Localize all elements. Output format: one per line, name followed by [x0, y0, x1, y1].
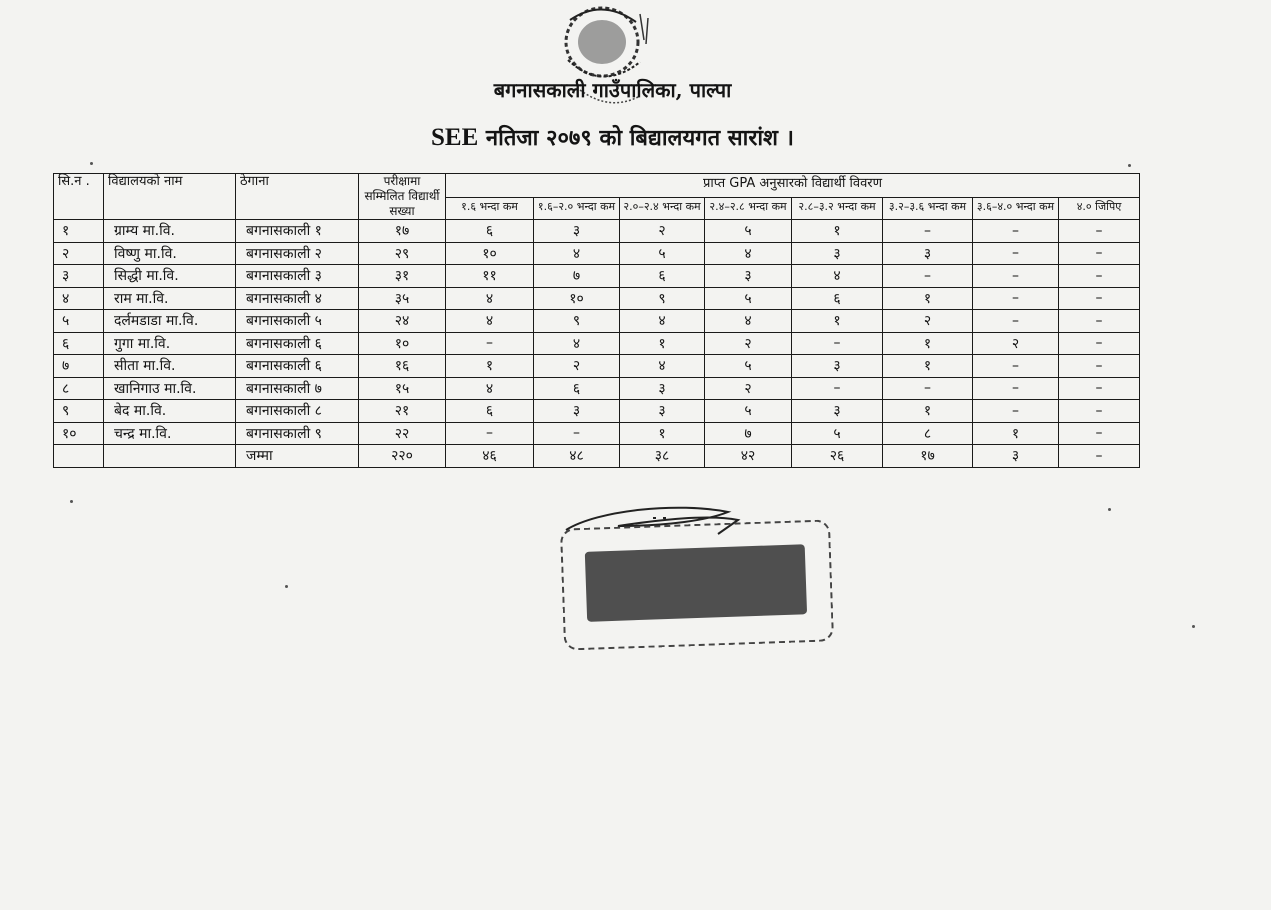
- gpa-count-cell: ६: [620, 265, 705, 288]
- empty-cell: [104, 445, 236, 468]
- serial-number-cell: ६: [54, 332, 104, 355]
- gpa-total-cell: ३: [973, 445, 1059, 468]
- gpa-count-cell: –: [1059, 310, 1140, 333]
- gpa-count-cell: –: [973, 355, 1059, 378]
- serial-number-cell: ५: [54, 310, 104, 333]
- school-name-cell: सीता मा.वि.: [104, 355, 236, 378]
- total-students-cell: १७: [359, 220, 446, 243]
- gpa-total-cell: ४६: [446, 445, 534, 468]
- gpa-count-cell: –: [973, 220, 1059, 243]
- col-header-gpa-range: ४.० जिपिए: [1059, 197, 1140, 219]
- col-header-gpa-range: २.८–३.२ भन्दा कम: [792, 197, 883, 219]
- gpa-count-cell: –: [792, 332, 883, 355]
- paper-speck: [70, 500, 73, 503]
- school-name-cell: गुगा मा.वि.: [104, 332, 236, 355]
- gpa-count-cell: –: [446, 332, 534, 355]
- paper-speck: [1108, 508, 1111, 511]
- gpa-count-cell: –: [1059, 265, 1140, 288]
- gpa-count-cell: ७: [534, 265, 620, 288]
- address-cell: बगनासकाली ५: [236, 310, 359, 333]
- gpa-total-cell: १७: [883, 445, 973, 468]
- gpa-count-cell: –: [973, 377, 1059, 400]
- gpa-count-cell: –: [973, 265, 1059, 288]
- paper-speck: [1128, 164, 1131, 167]
- gpa-count-cell: १०: [534, 287, 620, 310]
- gpa-count-cell: ६: [534, 377, 620, 400]
- gpa-total-cell: ४८: [534, 445, 620, 468]
- table-body: [54, 220, 1140, 468]
- gpa-count-cell: ३: [534, 220, 620, 243]
- gpa-count-cell: ४: [705, 242, 792, 265]
- col-header-sn: सि.न .: [54, 174, 104, 220]
- gpa-count-cell: १: [973, 422, 1059, 445]
- gpa-count-cell: ५: [705, 220, 792, 243]
- total-students-cell: ३१: [359, 265, 446, 288]
- gpa-count-cell: १: [883, 400, 973, 423]
- gpa-count-cell: –: [973, 400, 1059, 423]
- totals-row: [54, 445, 1140, 468]
- col-header-address: ठेगाना: [236, 174, 359, 220]
- gpa-count-cell: –: [883, 377, 973, 400]
- gpa-count-cell: ३: [620, 377, 705, 400]
- address-cell: बगनासकाली २: [236, 242, 359, 265]
- school-name-cell: बेद मा.वि.: [104, 400, 236, 423]
- address-cell: बगनासकाली ९: [236, 422, 359, 445]
- gpa-count-cell: २: [883, 310, 973, 333]
- paper-speck: [285, 585, 288, 588]
- address-cell: बगनासकाली ३: [236, 265, 359, 288]
- table-row: [54, 377, 1140, 400]
- gpa-count-cell: ४: [446, 377, 534, 400]
- gpa-count-cell: २: [705, 332, 792, 355]
- gpa-count-cell: –: [1059, 400, 1140, 423]
- paper-speck: [1192, 625, 1195, 628]
- table-row: [54, 332, 1140, 355]
- address-cell: बगनासकाली ७: [236, 377, 359, 400]
- table-row: [54, 265, 1140, 288]
- gpa-count-cell: –: [1059, 377, 1140, 400]
- results-table: [53, 173, 1140, 468]
- gpa-count-cell: २: [620, 220, 705, 243]
- col-header-gpa-range: २.०–२.४ भन्दा कम: [620, 197, 705, 219]
- total-students-cell: २४: [359, 310, 446, 333]
- gpa-count-cell: –: [973, 310, 1059, 333]
- serial-number-cell: १०: [54, 422, 104, 445]
- gpa-count-cell: ५: [705, 287, 792, 310]
- gpa-count-cell: ३: [705, 265, 792, 288]
- title-rest: नतिजा २०७९ को बिद्यालयगत सारांश ।: [478, 125, 795, 151]
- office-stamp-icon: [560, 519, 834, 650]
- total-students-cell: २२: [359, 422, 446, 445]
- gpa-count-cell: २: [534, 355, 620, 378]
- gpa-count-cell: १: [620, 332, 705, 355]
- address-cell: बगनासकाली १: [236, 220, 359, 243]
- serial-number-cell: २: [54, 242, 104, 265]
- school-name-cell: चन्द्र मा.वि.: [104, 422, 236, 445]
- school-name-cell: विष्णु मा.वि.: [104, 242, 236, 265]
- table-row: [54, 310, 1140, 333]
- total-students-cell: १६: [359, 355, 446, 378]
- empty-cell: [54, 445, 104, 468]
- col-header-total: परीक्षामा सम्मिलित विद्यार्थी सख्या: [359, 174, 446, 220]
- gpa-count-cell: –: [792, 377, 883, 400]
- serial-number-cell: ९: [54, 400, 104, 423]
- gpa-count-cell: १: [620, 422, 705, 445]
- school-name-cell: दर्लमडाडा मा.वि.: [104, 310, 236, 333]
- gpa-count-cell: ४: [620, 355, 705, 378]
- col-header-gpa-range: २.४–२.८ भन्दा कम: [705, 197, 792, 219]
- table-row: [54, 355, 1140, 378]
- gpa-count-cell: ३: [883, 242, 973, 265]
- gpa-count-cell: ५: [705, 400, 792, 423]
- gpa-count-cell: ३: [534, 400, 620, 423]
- serial-number-cell: ३: [54, 265, 104, 288]
- gpa-group-header: प्राप्त GPA अनुसारको विद्यार्थी विवरण: [446, 174, 1140, 198]
- municipality-heading: बगनासकाली गाउँपालिका, पाल्पा: [493, 78, 732, 102]
- document-title: [0, 122, 1225, 152]
- gpa-count-cell: ५: [792, 422, 883, 445]
- gpa-count-cell: १: [792, 310, 883, 333]
- gpa-count-cell: ४: [446, 310, 534, 333]
- gpa-total-cell: –: [1059, 445, 1140, 468]
- gpa-count-cell: ६: [446, 400, 534, 423]
- gpa-count-cell: १: [883, 355, 973, 378]
- gpa-count-cell: ११: [446, 265, 534, 288]
- gpa-count-cell: –: [446, 422, 534, 445]
- total-students-cell: २१: [359, 400, 446, 423]
- serial-number-cell: १: [54, 220, 104, 243]
- gpa-count-cell: ७: [705, 422, 792, 445]
- table-row: [54, 220, 1140, 243]
- gpa-count-cell: ६: [792, 287, 883, 310]
- table-row: [54, 422, 1140, 445]
- address-cell: बगनासकाली ६: [236, 332, 359, 355]
- gpa-count-cell: –: [1059, 355, 1140, 378]
- gpa-count-cell: १: [883, 332, 973, 355]
- total-students-cell: ३५: [359, 287, 446, 310]
- gpa-count-cell: ५: [705, 355, 792, 378]
- gpa-count-cell: ३: [792, 242, 883, 265]
- gpa-count-cell: ३: [792, 400, 883, 423]
- col-header-gpa-range: १.६–२.० भन्दा कम: [534, 197, 620, 219]
- gpa-count-cell: –: [973, 287, 1059, 310]
- address-cell: बगनासकाली ८: [236, 400, 359, 423]
- gpa-count-cell: –: [973, 242, 1059, 265]
- grand-total-cell: २२०: [359, 445, 446, 468]
- gpa-count-cell: ४: [705, 310, 792, 333]
- gpa-count-cell: –: [534, 422, 620, 445]
- col-header-school: विद्यालयको नाम: [104, 174, 236, 220]
- school-name-cell: राम मा.वि.: [104, 287, 236, 310]
- gpa-count-cell: ४: [534, 242, 620, 265]
- serial-number-cell: ८: [54, 377, 104, 400]
- gpa-count-cell: –: [1059, 242, 1140, 265]
- col-header-gpa-range: ३.६–४.० भन्दा कम: [973, 197, 1059, 219]
- gpa-count-cell: ९: [534, 310, 620, 333]
- gpa-count-cell: ३: [620, 400, 705, 423]
- gpa-count-cell: ४: [446, 287, 534, 310]
- school-name-cell: खानिगाउ मा.वि.: [104, 377, 236, 400]
- gpa-count-cell: –: [1059, 287, 1140, 310]
- col-header-gpa-range: ३.२–३.६ भन्दा कम: [883, 197, 973, 219]
- gpa-count-cell: ५: [620, 242, 705, 265]
- total-students-cell: १०: [359, 332, 446, 355]
- gpa-count-cell: ४: [792, 265, 883, 288]
- address-cell: बगनासकाली ४: [236, 287, 359, 310]
- gpa-count-cell: ४: [534, 332, 620, 355]
- gpa-count-cell: –: [1059, 220, 1140, 243]
- gpa-count-cell: –: [883, 265, 973, 288]
- table-row: [54, 287, 1140, 310]
- gpa-count-cell: –: [883, 220, 973, 243]
- gpa-count-cell: १: [883, 287, 973, 310]
- total-students-cell: २९: [359, 242, 446, 265]
- col-header-gpa-range: १.६ भन्दा कम: [446, 197, 534, 219]
- gpa-count-cell: –: [1059, 332, 1140, 355]
- gpa-count-cell: –: [1059, 422, 1140, 445]
- school-name-cell: सिद्धी मा.वि.: [104, 265, 236, 288]
- title-prefix: SEE: [430, 124, 479, 151]
- stamp-ink-block: [585, 544, 807, 622]
- school-name-cell: ग्राम्य मा.वि.: [104, 220, 236, 243]
- serial-number-cell: ४: [54, 287, 104, 310]
- table-row: [54, 242, 1140, 265]
- gpa-count-cell: ४: [620, 310, 705, 333]
- gpa-total-cell: २६: [792, 445, 883, 468]
- gpa-count-cell: २: [973, 332, 1059, 355]
- gpa-total-cell: ३८: [620, 445, 705, 468]
- gpa-count-cell: १: [792, 220, 883, 243]
- table-row: [54, 400, 1140, 423]
- gpa-count-cell: ९: [620, 287, 705, 310]
- gpa-count-cell: १०: [446, 242, 534, 265]
- serial-number-cell: ७: [54, 355, 104, 378]
- gpa-count-cell: १: [446, 355, 534, 378]
- gpa-count-cell: ३: [792, 355, 883, 378]
- gpa-count-cell: २: [705, 377, 792, 400]
- total-students-cell: १५: [359, 377, 446, 400]
- gpa-total-cell: ४२: [705, 445, 792, 468]
- totals-label-cell: जम्मा: [236, 445, 359, 468]
- paper-speck: [90, 162, 93, 165]
- gpa-count-cell: ६: [446, 220, 534, 243]
- gpa-count-cell: ८: [883, 422, 973, 445]
- address-cell: बगनासकाली ६: [236, 355, 359, 378]
